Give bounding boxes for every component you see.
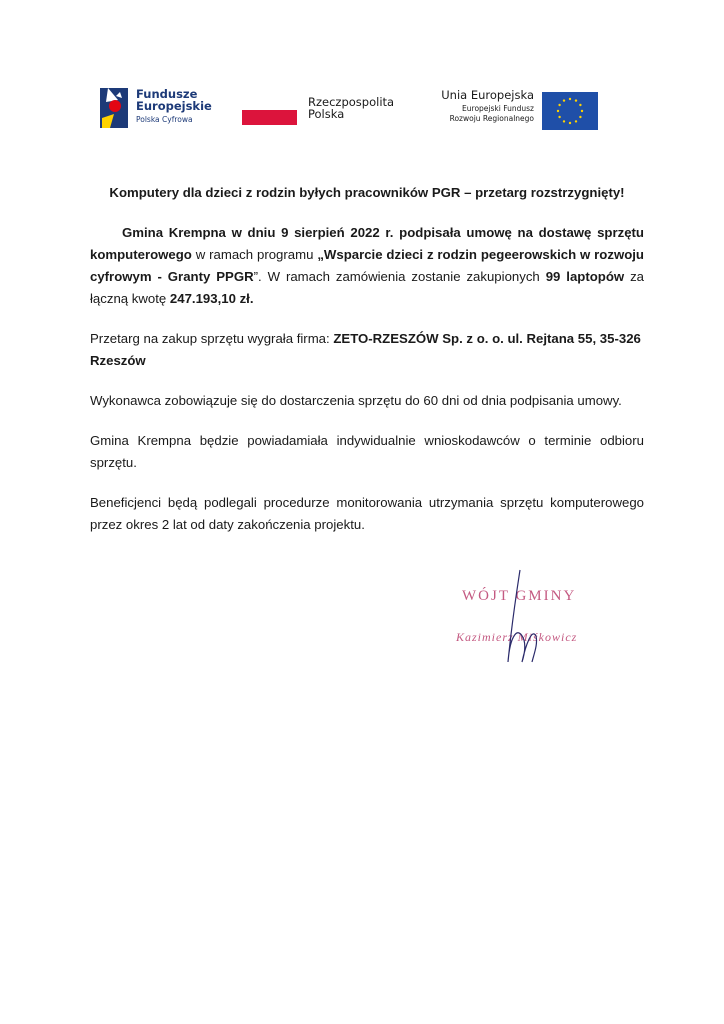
stamp-office: WÓJT GMINY [462, 588, 577, 604]
paragraph-contract: Gmina Krempna w dniu 9 sierpień 2022 r. podpisała umowę na dostawę sprzętu komputerowego w ramach programu „Wsparcie dzieci z rodzin pegeerowskich w rozwoju cyfrowym - Granty PPGR”. W ramach zamówienia zostanie zakupionych 99 laptopów za łączną kwotę 247.193,10 zł. [90, 225, 645, 306]
paragraph-delivery: Wykonawca zobowiązuje się do dostarczenia sprzętu do 60 dni od dnia podpisania umowy. [90, 393, 622, 408]
paragraph-tender-winner: Przetarg na zakup sprzętu wygrała firma: ZETO-RZESZÓW Sp. z o. o. ul. Rejtana 55, 35-326 Rzeszów [90, 331, 641, 368]
ue-title: Unia Europejska [441, 88, 534, 102]
unia-europejska-logo [420, 82, 600, 134]
fe-title: Fundusze Europejskie [136, 87, 212, 113]
paragraph-notification: Gmina Krempna będzie powiadamiała indywidualnie wnioskodawców o terminie odbioru sprzętu. [90, 433, 644, 470]
stamp-name: Kazimierz Miśkowicz [456, 630, 578, 644]
rp-title: Rzeczpospolita Polska [308, 95, 395, 121]
document-body [90, 182, 644, 554]
paragraph-monitoring: Beneficjenci będą podlegali procedurze monitorowania utrzymania sprzętu komputerowego przez okres 2 lat od daty zakończenia projektu. [90, 495, 644, 532]
eu-flag-icon [542, 92, 598, 130]
rzeczpospolita-polska-logo [242, 92, 402, 132]
polish-flag-icon [242, 110, 297, 125]
official-stamp-signature [452, 566, 632, 676]
handwritten-signature-icon [472, 566, 572, 676]
fe-subtitle: Polska Cyfrowa [136, 115, 193, 124]
document-title: Komputery dla dzieci z rodzin byłych pracowników PGR – przetarg rozstrzygnięty! [109, 185, 625, 200]
fundusze-europejskie-emblem-icon [98, 84, 132, 130]
ue-subtitle: Europejski Fundusz Rozwoju Regionalnego [449, 104, 534, 123]
fundusze-europejskie-logo [98, 82, 238, 134]
logo-bar [98, 82, 598, 134]
